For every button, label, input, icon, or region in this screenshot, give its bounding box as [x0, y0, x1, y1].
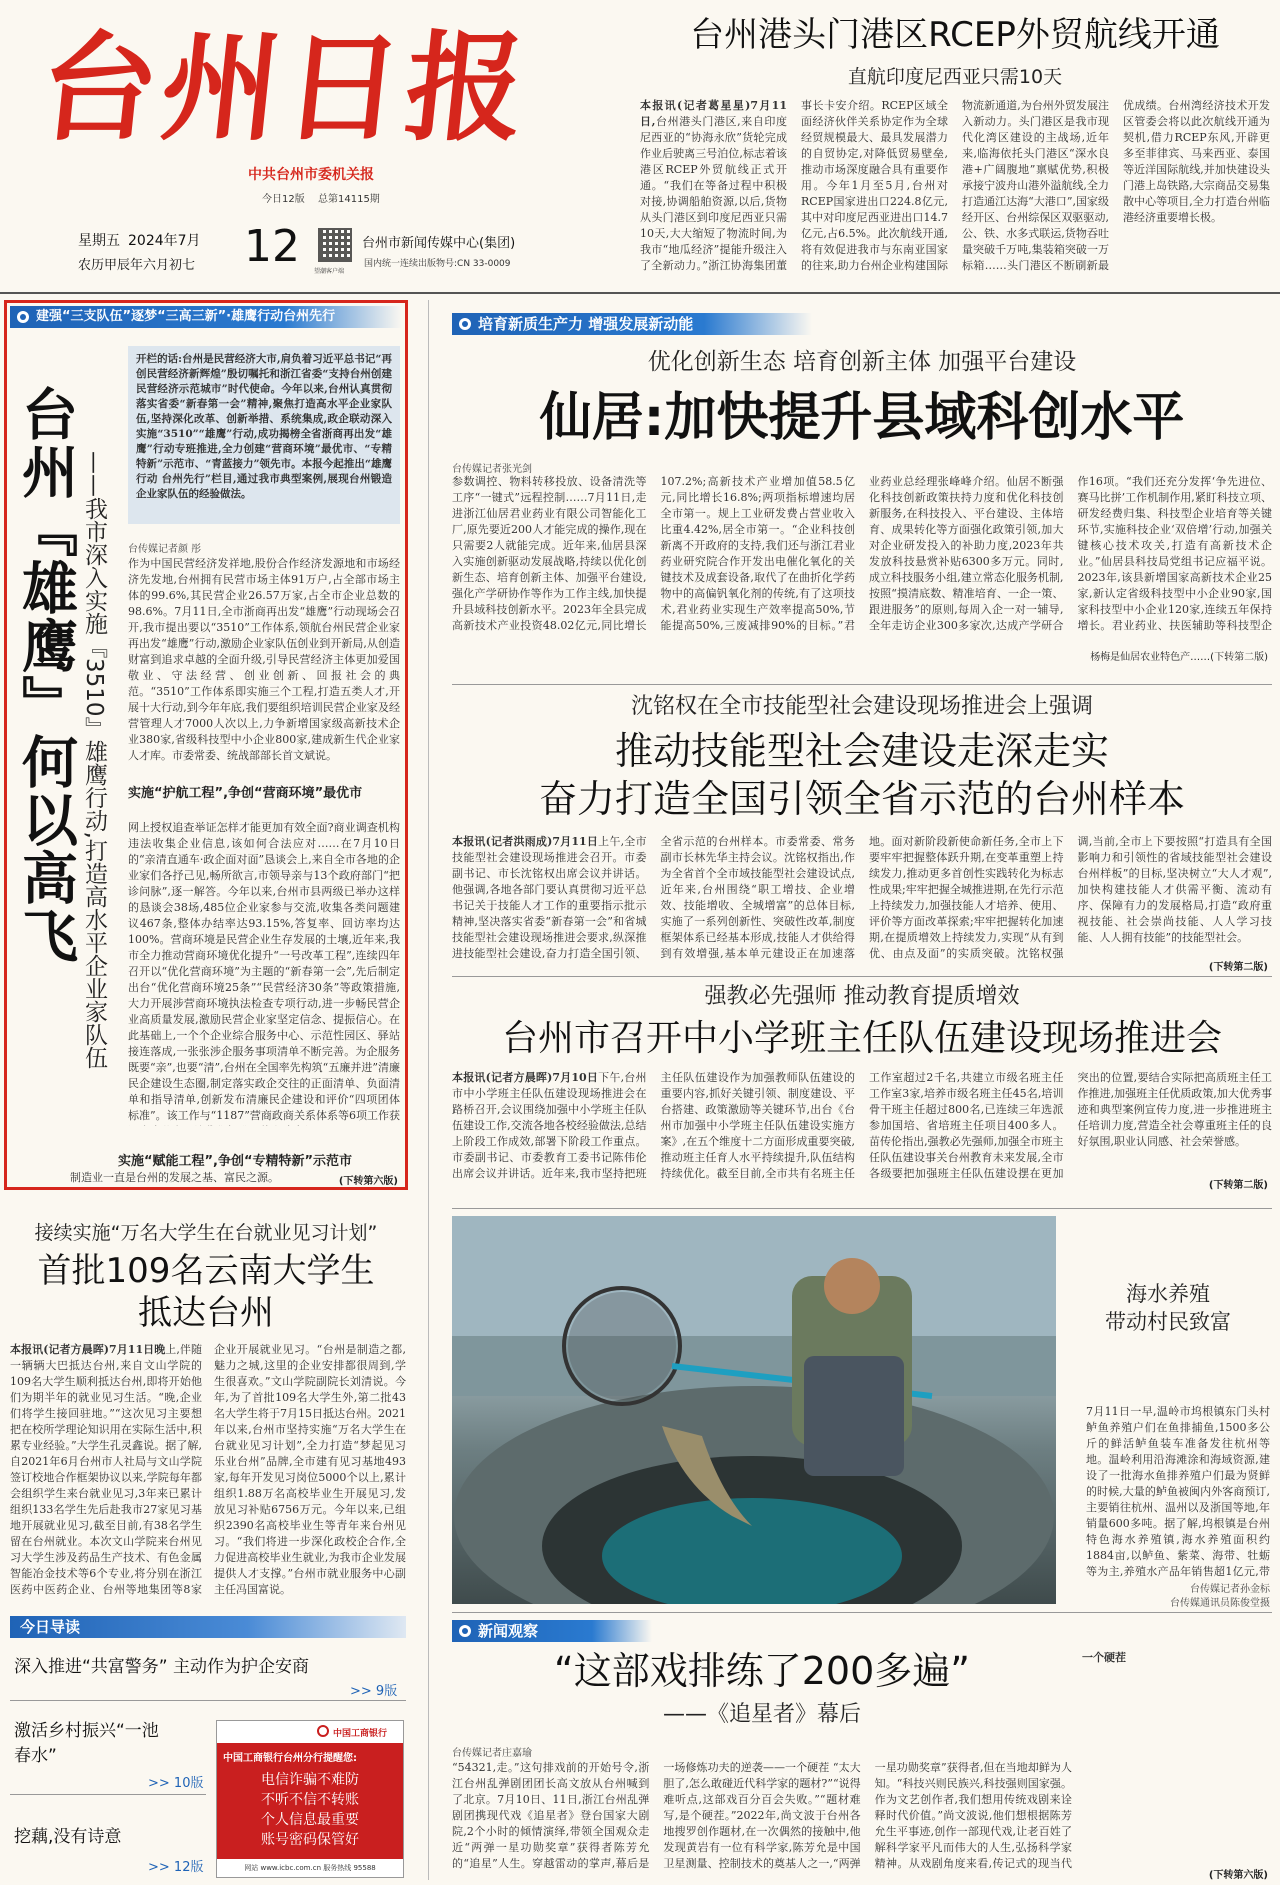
banner-flower-icon: [458, 317, 472, 331]
ad-brand: 中国工商银行: [333, 1729, 388, 1739]
guide-item-1[interactable]: 深入推进“共富警务” 主动作为护企安商: [14, 1657, 310, 1677]
guide-divider-2: [10, 1794, 206, 1795]
feature-byline: 台传媒记者颜 彤: [128, 544, 202, 555]
photo-title-1: 海水养殖: [1126, 1282, 1210, 1306]
ad-line-1: 电信诈骗不难防: [261, 1772, 359, 1788]
photo-credit-1: 台传媒记者孙金标: [1190, 1584, 1270, 1595]
ad-title: 中国工商银行台州分行提醒您:: [223, 1753, 357, 1764]
drama-body-right: 一个硬茬: [1082, 1651, 1126, 1664]
feature-title-main[interactable]: 台州『雄鹰』何以高飞: [13, 385, 78, 965]
drama-continued[interactable]: (下转第六版): [1208, 1870, 1268, 1881]
skills-body: 本报讯(记者洪雨成)7月11日上午,全市技能型社会建设现场推进会召开。市委副书记、市长沈铭权出席会议并讲话。他强调,各地各部门要认真贯彻习近平总书记关于技能人才工作的重要指示批示精神,坚决落实省委“新春第一会”和省城技能型社会建设现场推进会要求,纵深推进技能型社会建设,奋力打造全国引领、全省示范的台州样本。市委常委、常务副市长林先华主持会议。沈铭权指出,作为全省首个全市域技能型社会建设试点,近年来,台州围绕“职工增技、企业增效、技能增收、全城增富”的总体目标,实施了一系列创新性、突破性改革,制度框架体系已经基本形成,技能人才供给得到有效增强,基本单元建设正在加速落地。面对新阶段新使命新任务,全市上下要牢牢把握整体跃升期,在变革重塑上持续发力,推动更多首创性实践转化为标志性成果;牢牢把握全城推进期,在先行示范上持续发力,加强技能人才培养、使用、评价等方面改革探索;牢牢把握转化加速期,在提质增效上持续发力,实现“从有到优、由点及面”的实质突破。沈铭权强调,当前,全市上下要按照“打造具有全国影响力和引领性的省域技能型社会建设台州样板”的目标,坚决树立“大人才观”,加快构建技能人才供需平衡、流动有序、保障有力的发展格局,打造“政府重视技能、社会崇尚技能、人人学习技能、人人拥有技能”的技能型社会。: [452, 835, 1272, 960]
skills-byline: 本报讯(记者洪雨成)7月11日: [452, 835, 599, 848]
guide-item-2[interactable]: 激活乡村振兴“一池春水”: [14, 1721, 159, 1766]
top-divider: [0, 292, 1280, 294]
lead-byline: 本报讯(记者葛星星)7月11日,: [640, 99, 787, 128]
year-month: 2024年7月: [128, 233, 201, 249]
guide-item-3-page[interactable]: >> 12版: [148, 1860, 204, 1875]
feature-subhead-2: 实施“赋能工程”,争创“专精特新”示范市: [117, 1154, 353, 1169]
issue-pages: 今日12版: [262, 194, 305, 205]
education-divider: [452, 1208, 1272, 1209]
skills-headline-2[interactable]: 奋力打造全国引领全省示范的台州样本: [538, 777, 1185, 821]
photo-title-2: 带动村民致富: [1105, 1310, 1231, 1334]
feature-body-3: 制造业一直是台州的发展之基、富民之源。: [70, 1171, 279, 1184]
photo-divider: [452, 1612, 1272, 1613]
cn-number: 国内统一连续出版物号:CN 33-0009: [364, 259, 511, 269]
editor-note: 开栏的话:台州是民营经济大市,肩负着习近平总书记“再创民营经济新辉煌”殷切嘱托和浙江省委“支持台州创建民营经济示范城市”时代使命。今年以来,台州认真贯彻落实省委“新春第一会”精神,聚焦打造高水平企业家队伍,坚持深化改革、创新举措、系统集成,政企联动深入实施“3510”“雄鹰”行动,成功揭榜全省浙商再出发“雄鹰”行动专班推进,全力创建“营商环境”最优市、“专精特新”示范市、“青蓝接力”领先市。本报今起推出“雄鹰行动 台州先行”栏目,通过我市典型案例,展现台州锻造企业家队伍的经验做法。: [128, 346, 400, 524]
banner-flower-icon: [16, 310, 30, 324]
education-byline: 本报讯(记者方晨晖)7月10日: [452, 1071, 599, 1084]
drama-subhead: ——《追星者》幕后: [662, 1702, 861, 1727]
ad-line-3: 个人信息最重要: [261, 1812, 359, 1828]
innovation-continued[interactable]: 杨梅是仙居农业特色产……(下转第二版): [1090, 652, 1268, 663]
feature-body-1: 作为中国民营经济发祥地,股份合作经济发源地和市场经济先发地,台州拥有民营市场主体91万户,占全部市场主体的99.6%,其民营企业26.57万家,占全市企业总数的98.6%。7月11日,全市浙商再出发“雄鹰”行动现场会召开,我市提出要以“3510”工作体系,领航台州民营企业家再出发“雄鹰”行动,激励企业家队伍创业到开新局,从创造财富到追求卓越的全面升级,引导民营经济主体更加爱国敬业、守法经营、创业创新、回报社会的典范。“3510”工作体系即实施三个工程,打造五类人才,开展十大行动,到今年年底,我们要组织培训民营企业家及经营管理人才7000人次以上,力争新增国家级高新技术企业380家,省级科技型中小企业800家,建成新生代企业家人才库。市委常委、统战部部长首文斌说。: [128, 557, 400, 762]
lead-body: 本报讯(记者葛星星)7月11日,台州港头门港区,来自印度尼西亚的“协海永欣”货轮完成作业后驶离三号泊位,标志着该港区RCEP外贸航线正式开通。“我们在等备过程中积极对接,协调船舶资源,以后,货物从头门港区到印度尼西亚只需10天,大大缩短了物流时间,为我市“地瓜经济”提能升级注入了全新动力。”浙江协海集团董事长卡安介绍。RCEP区域全面经济伙伴关系协定作为全球经贸规模最大、最具发展潜力的自贸协定,对降低贸易壁垒,推动市场深度融合具有重要作用。今年1月至5月,台州对RCEP国家进出口224.8亿元,其中对印度尼西亚进出口14.7亿元,占6.5%。此次航线开通,将有效促进我市与东南亚国家的往来,助力台州企业构建国际物流新通道,为台州外贸发展注入新动力。头门港区是我市现代化湾区建设的主战场,近年来,临海依托头门港区“深水良港+广阔腹地”禀赋优势,积极承接宁波舟山港外溢航线,全力打造通江达海“大港口”,国家级经开区、台州综保区双驱驱动,公、铁、水多式联运,货物吞吐量突破千万吨,集装箱突破一万标箱……头门港区不断刷新最优成绩。台州湾经济技术开发区管委会将以此次航线开通为契机,借力RCEP东风,开辟更多至菲律宾、马来西亚、泰国等近洋国际航线,并加快建设头门港上岛铁路,大宗商品交易集散中心等项目,全力打造台州临港经济重要增长极。: [640, 99, 1270, 272]
education-headline[interactable]: 台州市召开中小学班主任队伍建设现场推进会: [501, 1018, 1222, 1059]
students-body: 本报讯(记者方晨晖)7月11日晚上,伴随一辆辆大巴抵达台州,来自文山学院的109名大学生顺利抵达台州,即将开始他们为期半年的就业见习生活。“晚,企业们将学生接回驻地。”“这次见习主要想把在校所学理论知识用在实际生活中,积累专业经验。”大学生孔灵鑫说。据了解,自2021年6月台州市人社局与文山学院签订校地合作框架协议以来,学院每年都会组织学生来台就业见习,3年来已累计组织133名学生先后赴我市27家见习基地开展就业见习,截至目前,有38名学生留在台州就业。本次文山学院来台州见习大学生涉及药品生产技术、有色金属智能冶金技术等6个专业,将分别在浙江医药中医药企业、台州等地集团等8家企业开展就业见习。“台州是制造之都,魅力之城,这里的企业安排都很周到,学生很喜欢。”文山学院副院长刘清说。今年,为了首批109名大学生外,第二批43名大学生将于7月15日抵达台州。2021年以来,台州市坚持实施“万名大学生在台就业见习计划”,全力打造“梦起见习 乐业台州”品牌,全市建有见习基地493家,每年开发见习岗位5000个以上,累计组织1.88万名高校毕业生开展见习,发放见习补贴6756万元。今年以来,已组织2390名高校毕业生等青年来台州见习。“我们将进一步深化政校企合作,全力促进高校毕业生就业,为我市企业发展提供人才支撑。”台州市就业服务中心副主任冯国富说。: [10, 1343, 406, 1596]
education-continued[interactable]: (下转第二版): [1208, 1180, 1268, 1191]
serial-number: 总第14115期: [318, 194, 380, 205]
education-kicker: 强教必先强师 推动教育提质增效: [704, 984, 1020, 1009]
ad-footer: 网站 www.icbc.com.cn 服务热线 95588: [217, 1859, 403, 1877]
education-body: 本报讯(记者方晨晖)7月10日下午,台州市中小学班主任队伍建设现场推进会在路桥召开,会议围绕加强中小学班主任队伍建设工作,交流各地各校经验做法,总结上阶段工作成效,部署下阶段工作重点。市委副书记、市委教育工委书记陈伟伦出席会议并讲话。近年来,我市坚持把班主任队伍建设作为加强教师队伍建设的重要内容,抓好关键引领、制度建设、平台搭建、政策激励等关键环节,出台《台州市加强中小学班主任队伍建设实施方案》,在五个维度十二方面形成重要突破,推动班主任育人水平持续提升,队伍结构持续优化。截至目前,全市共有名班主任工作室超过2千名,共建立市级名班主任工作室3家,培养市级名班主任45名,培训骨干班主任超过800名,已连续三年选派参加国培、省培班主任项目400多人。苗传伦指出,强教必先强师,加强全市班主任队伍建设事关台州教育未来发展,全市各级要把加强班主任队伍建设摆在更加突出的位置,要结合实际把高质班主任工作推进,加强班主任优质政策,加大优秀事迹和典型案例宣传力度,进一步推进班主任培训力度,营造全社会尊重班主任的良好氛围,职业认同感、社会荣誉感。: [452, 1071, 1272, 1180]
drama-tag: 新闻观察: [452, 1620, 652, 1642]
day-number: 12: [244, 221, 300, 272]
feature-title-sub: ——我市深入实施『3510』雄鹰行动,打造高水平企业家队伍: [81, 451, 107, 1069]
qr-caption: 望潮客户端: [314, 268, 345, 275]
feature-banner: 建强“三支队伍”逐梦“三高三新”·雄鹰行动台州先行: [10, 306, 402, 328]
bank-ad[interactable]: [216, 1720, 404, 1878]
qr-code-icon[interactable]: [318, 228, 352, 262]
fish-farming-photo[interactable]: [452, 1216, 1056, 1604]
innovation-divider: [452, 684, 1272, 685]
guide-item-3[interactable]: 挖藕,没有诗意: [14, 1827, 122, 1847]
skills-headline-1[interactable]: 推动技能型社会建设走深走实: [614, 729, 1109, 773]
drama-headline[interactable]: “这部戏排练了200多遍”: [554, 1649, 970, 1693]
feature-continued[interactable]: (下转第六版): [338, 1176, 398, 1187]
innovation-body: 参数调控、物料转移投放、设备清洗等工序“一键式”远程控制……7月11日,走进浙江仙居君业药业有限公司智能化工厂,原先要近200人才能完成的操作,现在只需要2人就能完成。近年来,仙居县深入实施创新驱动发展战略,持续以优化创新生态、培育创新主体、加强平台建设,强化产学研协作等作为工作主线,加快提升县域科技创新水平。2023年全县完成高新技术产业投资48.02亿元,同比增长107.2%;高新技术产业增加值58.5亿元,同比增长16.8%;两项指标增速均居全市第一。规上工业研发费占营业收入比重4.42%,居全市第一。“企业科技创新离不开政府的支持,我们还与浙江君业药业研究院合作开发出电催化氧化的关键技术及成套设备,取代了在曲折化学药物中的高偏钒氧化剂的传统,有了这项技术,君业药业实现生产效率提高50%,节能提高50%,三废减排90%的目标。”君业药业总经理张峰峰介绍。仙居不断强化科技创新政策扶持力度和优化科技创新服务,在科技投入、平台建设、主体培育、成果转化等方面强化政策引领,加大对企业研发投入的补助力度,2023年共发放科技悬赏补贴6300多万元。同时,成立科技服务小组,建立常态化服务机制,按照“摸清底数、精准培育、一企一策、跟进服务”的原则,每周入企一对一辅导,全年走访企业300多家次,达成产学研合作16项。“我们还充分发挥‘争先进位、赛马比拼’工作机制作用,紧盯科技立项、研发经费归集、科技型企业培育等关键环节,实施科技企业‘双倍增’行动,加强关键核心技术攻关,打造有高新技术企业。”仙居县科技局党组书记应福平说。2023年,该县新增国家高新技术企业25家,新认定省级科技型中小企业90家,国家科技型中小企业120家,连续五年保持增长。君业药业、扶医辅助等科技型企: [452, 475, 1272, 632]
guide-title: 今日导读: [10, 1616, 406, 1638]
weekday: 星期五: [78, 233, 120, 249]
innovation-tag: 培育新质生产力 增强发展新动能: [452, 313, 812, 335]
students-headline-1[interactable]: 首批109名云南大学生: [37, 1251, 375, 1291]
innovation-headline[interactable]: 仙居:加快提升县域科创水平: [539, 388, 1185, 448]
photo-credit-2: 台传媒通讯员陈俊堂摄: [1170, 1598, 1270, 1609]
students-kicker: 接续实施“万名大学生在台就业见习计划”: [34, 1222, 378, 1244]
innovation-kicker: 优化创新生态 培育创新主体 加强平台建设: [647, 349, 1077, 375]
publisher: 台州市新闻传媒中心(集团): [362, 236, 516, 251]
students-headline-2[interactable]: 抵达台州: [138, 1293, 274, 1333]
drama-body: “54321,走。”这句排戏前的开始号令,浙江台州乱弹剧团团长高文放从台州喊到了北京。7月10日、11日,浙江台州乱弹剧团携现代戏《追星者》登台国家大剧院,2个小时的倾情演绎,带领全国观众走近“两弹一星功勋奖章”获得者陈芳允的“追星”人生。穿越雷动的掌声,幕后是一场修炼功夫的逆袭——一个硬茬 “太大胆了,怎么敢碰近代科学家的题材?”“说得难听点,这部戏百分百会失败。”“题材难写,是个硬茬。”2022年,尚文波于台州各地搜罗创作题材,在一次偶然的接触中,他发现黄岩有一位有科学家,陈芳允是中国卫星测量、控制技术的奠基人之一,“两弹一星功勋奖章”获得者,但在当地却鲜为人知。“科技兴则民族兴,科技强则国家强。作为文艺创作者,我们想用传统戏剧来诠释时代价值。”尚文波说,他们想根据陈芳允生平事迹,创作一部现代戏,让老百姓了解科学家平凡而伟大的人生,弘扬科学家精神。从戏剧角度来看,传记式的现当代: [452, 1761, 1072, 1870]
feature-subhead-1: 实施“护航工程”,争创“营商环境”最优市: [128, 786, 363, 801]
students-byline: 本报讯(记者方晨晖)7月11日晚: [10, 1343, 166, 1356]
banner-flower-icon: [458, 1624, 472, 1638]
guide-item-2-page[interactable]: >> 10版: [148, 1776, 204, 1791]
lunar-date: 农历甲辰年六月初七: [78, 258, 196, 273]
column-separator: [428, 300, 429, 1880]
drama-byline: 台传媒记者庄嘉瑜: [452, 1748, 532, 1759]
skills-continued[interactable]: (下转第二版): [1208, 962, 1268, 973]
photo-caption: 7月11日一早,温岭市坞根镇东门头村鲈鱼养殖户们在鱼排捕鱼,1500多公斤的鲜活鲈鱼装车准备发往杭州等地。温岭利用沿海滩涂和海域资源,建设了一批海水鱼排养殖户们最为贤鲜的时候,大量的鲈鱼被闽内外客商预订,主要销往杭州、温州以及浙国等地,年销量600多吨。据了解,坞根镇是台州特色海水养殖镇,海水养殖面积约1884亩,以鲈鱼、紫菜、海带、牡蛎等为主,养殖水产品年销售超1亿元,带: [1086, 1405, 1270, 1578]
skills-divider: [452, 976, 1272, 977]
masthead-logo: 台州日报: [32, 18, 536, 157]
lead-subhead: 直航印度尼西亚只需10天: [847, 66, 1063, 88]
ad-line-4: 账号密码保管好: [261, 1832, 359, 1848]
guide-divider-1: [10, 1700, 406, 1701]
photo-illustration: [452, 1216, 1056, 1604]
guide-item-1-page[interactable]: >> 9版: [350, 1684, 398, 1699]
icbc-logo-icon: [317, 1725, 329, 1737]
lead-headline[interactable]: 台州港头门港区RCEP外贸航线开通: [690, 15, 1220, 55]
innovation-byline: 台传媒记者张光剑: [452, 464, 532, 475]
ad-line-2: 不听不信不转账: [261, 1792, 359, 1808]
masthead-organ: 中共台州市委机关报: [248, 167, 374, 183]
skills-kicker: 沈铭权在全市技能型社会建设现场推进会上强调: [630, 694, 1093, 719]
feature-body-2: 网上授权追查举证怎样才能更加有效全面?商业调查机构违法收集企业信息,该如何合法应对……在7月10日的“亲清直通车·政企面对面”恳谈会上,来自全市各地的企业家们各抒己见,畅所欲言,市领导亲与13个政府部门“把诊问脉”,逐一解答。今年以来,台州市县两级已举办这样的恳谈会38场,485位企业家参与交流,收集各类问题建议467条,整体办结率达93.15%,答复率、回访率均达100%。营商环境是民营企业生存发展的土壤,近年来,我市全力推动营商环境优化提升“一号改革工程”,连续四年召开以“优化营商环境”为主题的“新春第一会”,先后制定出台“优化营商环境25条”“民营经济30条”等政策措施,大力开展涉营商环境执法检查专项行动,进一步畅民营企业高质量发展,激励民营企业家坚定信念、提振信心。在此基础上,一个个企业综合服务中心、示范性园区、驿站接连落成,一张张涉企服务事项清单不断完善。为企服务既要“亲”,也要“清”,台州在全国率先构筑“五廉并进”清廉民企建设生态圈,制定落实政企交往的正面清单、负面清单和指导清单,创新发布清廉民企建设和评价“四项团体标准”。该工作与“1187”营商政商关系体系等6项工作获: [128, 821, 400, 1122]
